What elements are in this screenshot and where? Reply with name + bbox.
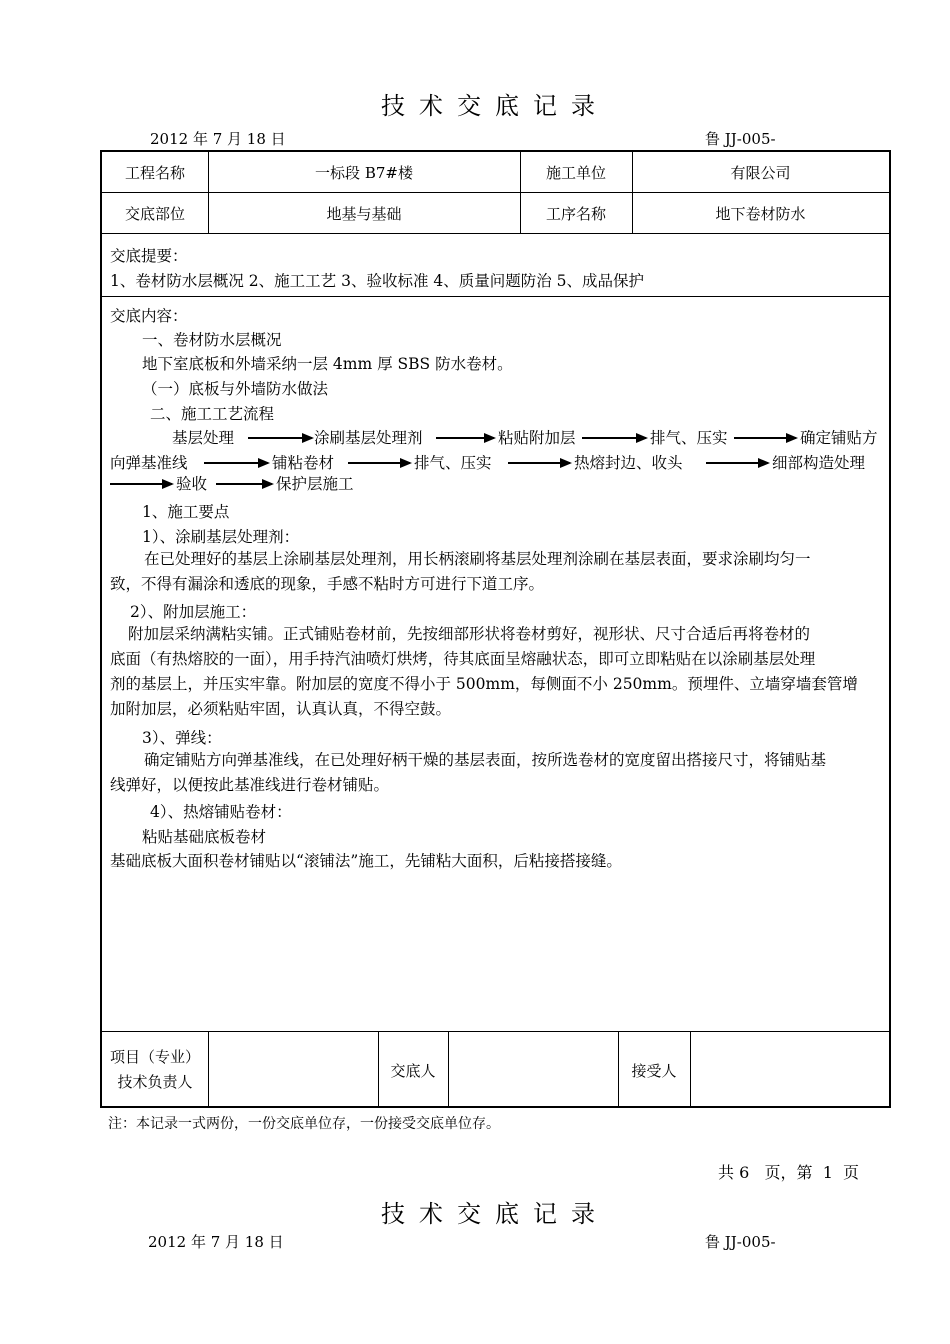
record-date: 2012 年 7 月 18 日: [150, 130, 286, 148]
record-table: [100, 150, 891, 1108]
paragraph-line: 剂的基层上，并压实牢靠。附加层的宽度不得小于 500mm，每侧面不小 250mm。预埋件、立墙穿墙套管增: [110, 675, 858, 693]
flow-arrow-icon: [348, 462, 410, 464]
flow-arrow-icon: [110, 483, 172, 485]
page-2-document-number: 鲁 JJ-005-: [705, 1233, 776, 1251]
flow-arrow-icon: [582, 437, 646, 439]
paragraph-line: 附加层采纳满粘实铺。正式铺贴卷材前，先按细部形状将卷材剪好，视形状、尺寸合适后再将卷材的: [128, 625, 811, 643]
point-4-subtitle: 粘贴基础底板卷材: [142, 828, 267, 846]
flow-step: 基层处理: [172, 429, 235, 447]
process-name-label: 工序名称: [545, 204, 606, 223]
flow-step: 验收: [176, 475, 208, 493]
page-indicator: 共 6 页，第 1 页: [718, 1163, 860, 1182]
discloser-signature-field[interactable]: [449, 1032, 618, 1108]
page-title: 技术交底记录: [381, 92, 609, 120]
tech-lead-label: 项目（专业）技术负责人: [109, 1048, 200, 1091]
flow-step: 热熔封边、收头: [574, 454, 683, 472]
receiver-label: 接受人: [631, 1061, 677, 1080]
point-3-text: [110, 748, 882, 798]
paragraph-line: 线弹好，以便按此基准线进行卷材铺贴。: [110, 776, 390, 794]
construction-unit-value: 有限公司: [730, 163, 791, 182]
flow-arrow-icon: [734, 437, 796, 439]
discloser-label: 交底人: [390, 1061, 436, 1080]
process-name-value: 地下卷材防水: [715, 204, 806, 223]
summary-text: 1、卷材防水层概况 2、施工工艺 3、验收标准 4、质量问题防治 5、成品保护: [110, 272, 645, 290]
summary-label: 交底提要：: [110, 247, 188, 265]
process-flow-row-3: [110, 472, 890, 496]
process-flow-row-1: [110, 426, 890, 450]
paragraph-line: 加附加层，必须粘贴牢固，认真认真，不得空鼓。: [110, 700, 452, 718]
flow-step: 排气、压实: [414, 454, 492, 472]
point-2-text: [110, 622, 882, 722]
flow-step: 涂刷基层处理剂: [314, 429, 423, 447]
flow-step: 铺粘卷材: [272, 454, 335, 472]
flow-arrow-icon: [706, 462, 768, 464]
content-label: 交底内容：: [110, 307, 188, 325]
row-divider: [102, 296, 889, 297]
page-2-title: 技术交底记录: [381, 1200, 609, 1228]
point-2-title: 2）、附加层施工：: [130, 603, 257, 621]
flow-step: 细部构造处理: [772, 454, 866, 472]
point-4-title: 4）、热熔铺贴卷材：: [150, 803, 292, 821]
paragraph-line: 确定铺贴方向弹基准线，在已处理好柄干燥的基层表面，按所选卷材的宽度留出搭接尺寸，将铺贴基: [144, 751, 827, 769]
project-name-label: 工程名称: [124, 163, 185, 182]
flow-arrow-icon: [248, 437, 312, 439]
flow-arrow-icon: [436, 437, 494, 439]
flow-step: 向弹基准线: [110, 454, 188, 472]
tech-lead-signature-field[interactable]: [209, 1032, 378, 1108]
point-1-text: [110, 547, 882, 597]
disclosure-part-label: 交底部位: [124, 204, 185, 223]
flow-step: 排气、压实: [650, 429, 728, 447]
flow-step: 确定铺贴方: [800, 429, 878, 447]
key-points-title: 1、施工要点: [142, 503, 230, 521]
project-name-value: 一标段 B7#楼: [315, 163, 413, 182]
paragraph-line: 致，不得有漏涂和透底的现象，手感不粘时方可进行下道工序。: [110, 575, 545, 593]
row-divider: [102, 233, 889, 234]
flow-step: 粘贴附加层: [498, 429, 576, 447]
document-number: 鲁 JJ-005-: [705, 130, 776, 148]
section-2-title: 二、施工工艺流程: [150, 405, 275, 423]
flow-arrow-icon: [508, 462, 570, 464]
point-3-title: 3）、弹线：: [142, 729, 222, 747]
flow-arrow-icon: [216, 483, 272, 485]
section-1-subtitle: （一）底板与外墙防水做法: [142, 380, 329, 398]
construction-unit-label: 施工单位: [545, 163, 606, 182]
receiver-signature-field[interactable]: [691, 1032, 889, 1108]
paragraph-line: 底面（有热熔胶的一面），用手持汽油喷灯烘烤，待其底面呈熔融状态，即可立即粘贴在以涂刷基层处理: [110, 650, 816, 668]
section-1-title: 一、卷材防水层概况: [142, 331, 282, 349]
point-4-text: 基础底板大面积卷材铺贴以“滚铺法”施工，先铺粘大面积，后粘接搭接缝。: [110, 852, 622, 870]
section-1-text: 地下室底板和外墙采纳一层 4mm 厚 SBS 防水卷材。: [142, 355, 513, 373]
flow-arrow-icon: [204, 462, 268, 464]
record-note: 注：本记录一式两份，一份交底单位存，一份接受交底单位存。: [108, 1116, 500, 1132]
page-2-record-date: 2012 年 7 月 18 日: [148, 1233, 284, 1251]
paragraph-line: 在已处理好的基层上涂刷基层处理剂，用长柄滚刷将基层处理剂涂刷在基层表面，要求涂刷均匀一: [144, 550, 811, 568]
point-1-title: 1）、涂刷基层处理剂：: [142, 528, 300, 546]
flow-step: 保护层施工: [276, 475, 354, 493]
disclosure-part-value: 地基与基础: [326, 204, 402, 223]
